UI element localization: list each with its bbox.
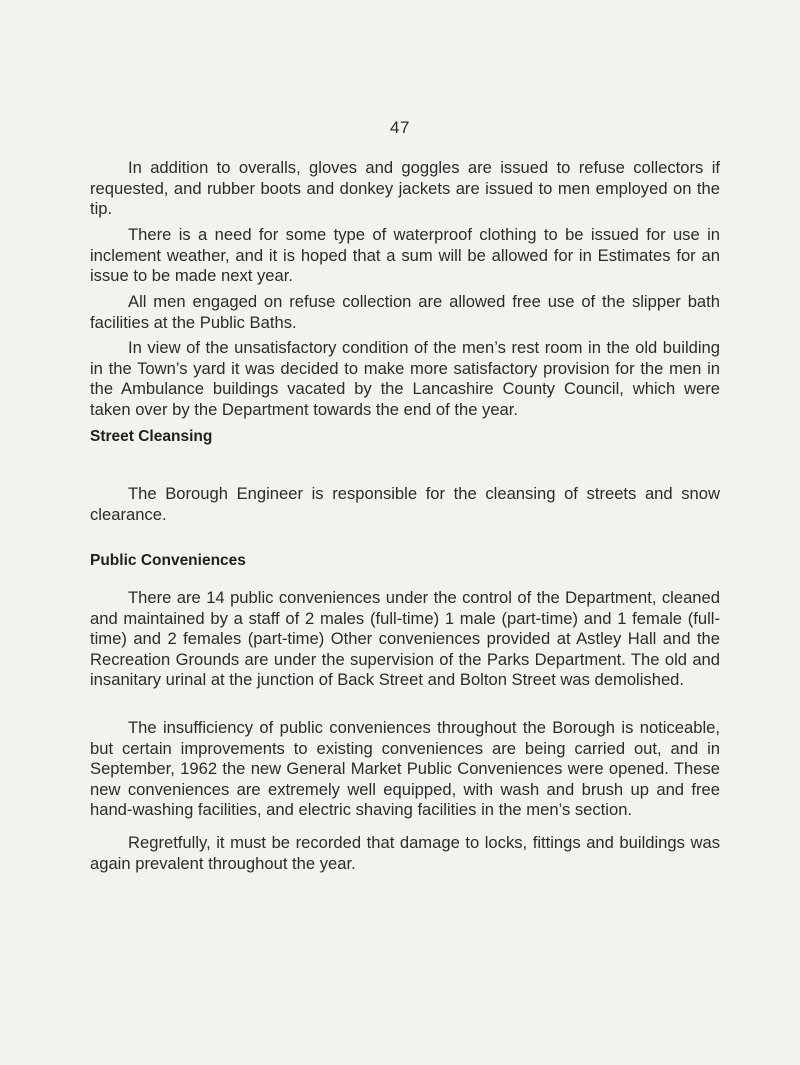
paragraph-waterproof-clothing: There is a need for some type of waterproof clothing to be issued for use in inclement weather, and it is hoped that a sum will be allowed for in Estimates for an issue to be made next year.	[90, 225, 720, 285]
paragraph-bath-facilities: All men engaged on refuse collection are allowed free use of the slipper bath facilities at the Public Baths.	[90, 292, 720, 332]
paragraph-street-cleansing: The Borough Engineer is responsible for the cleansing of streets and snow clearance.	[90, 484, 720, 524]
paragraph-damage: Regretfully, it must be recorded that damage to locks, fittings and buildings was again prevalent throughout the year.	[90, 833, 720, 873]
paragraph-conveniences-staff: There are 14 public conveniences under the control of the Department, cleaned and maintained by a staff of 2 males (full-time) 1 male (part-time) and 1 female (full-time) and 2 females (part-time) Other conveniences provided at Astley Hall and the Recreation Grounds are under the supervision of the Parks Department. The old and insanitary urinal at the junction of Back Street and Bolton Street was demolished.	[90, 588, 720, 689]
paragraph-conveniences-improvements: The insufficiency of public conveniences throughout the Borough is noticeable, but certain improvements to existing conveniences are being carried out, and in September, 1962 the new General Market Public Conveniences were opened. These new conveniences are extremely well equipped, with wash and brush up and free hand-washing facilities, and electric shaving facilities in the men’s section.	[90, 718, 720, 819]
section-heading-street-cleansing: Street Cleansing	[90, 428, 213, 445]
section-heading-public-conveniences: Public Conveniences	[90, 552, 246, 569]
paragraph-rest-room: In view of the unsatisfactory condition of the men’s rest room in the old building in the Town’s yard it was decided to make more satisfactory provision for the men in the Ambulance buildings vacated by the Lancashire County Council, which were taken over by the Department towards the end of the year.	[90, 338, 720, 419]
page-number: 47	[390, 118, 410, 137]
paragraph-protective-clothing: In addition to overalls, gloves and goggles are issued to refuse collectors if requested, and rubber boots and donkey jackets are issued to men employed on the tip.	[90, 158, 720, 218]
